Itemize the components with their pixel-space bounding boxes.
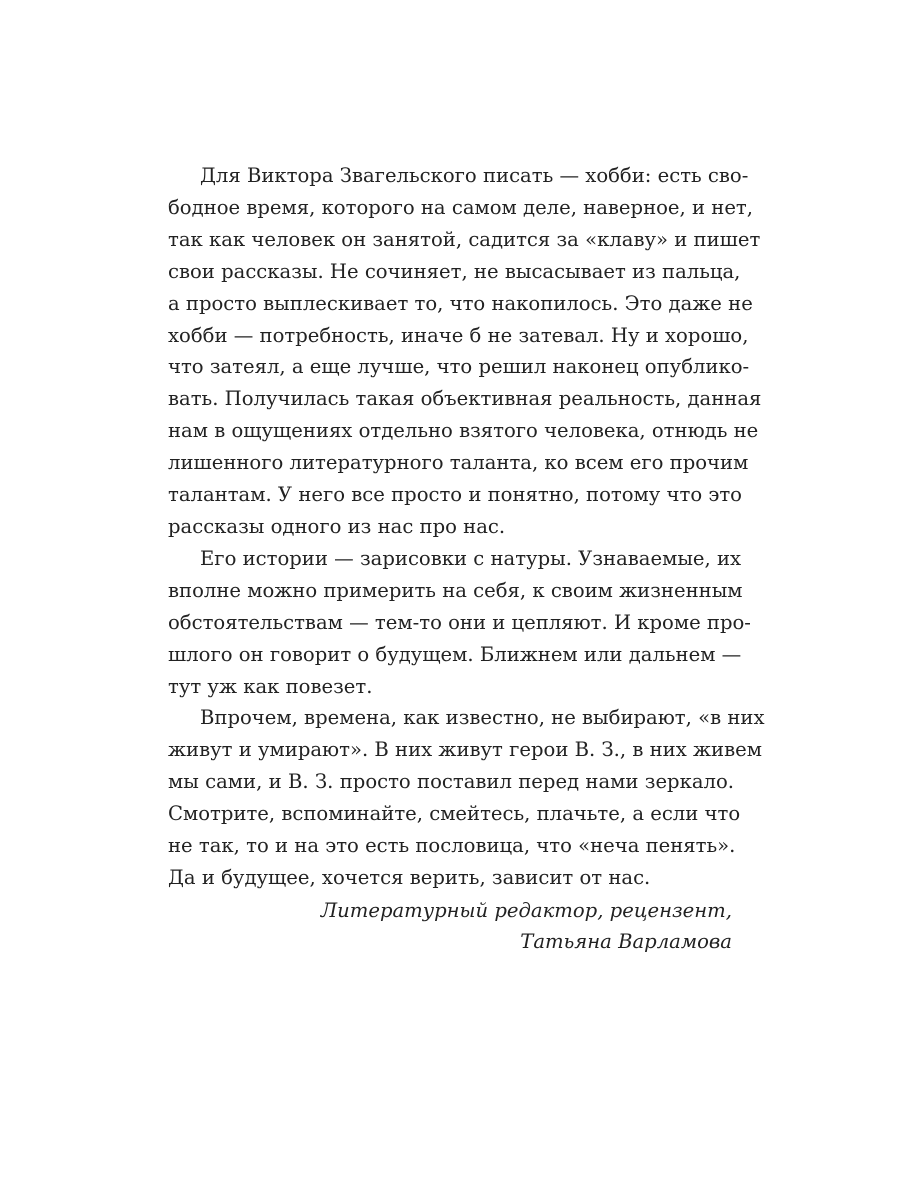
signature-role: Литературный редактор, рецензент,: [320, 899, 732, 922]
text-line: что затеял, а еще лучше, что решил наконец опублико-: [168, 355, 750, 379]
text-line: лишенного литературного таланта, ко всем его прочим: [168, 451, 749, 475]
text-line: вать. Получилась такая объективная реальность, данная: [168, 387, 762, 411]
signature-name: Татьяна Варламова: [520, 930, 732, 953]
text-line: нам в ощущениях отдельно взятого человека, отнюдь не: [168, 419, 759, 443]
text-line: вполне можно примерить на себя, к своим жизненным: [168, 578, 743, 602]
text-line: так как человек он занятой, садится за «клаву» и пишет: [168, 227, 761, 251]
text-line: Смотрите, вспоминайте, смейтесь, плачьте, а если что: [168, 802, 741, 826]
text-line: обстоятельствам — тем-то они и цепляют. И кроме про-: [168, 610, 751, 634]
text-line: бодное время, которого на самом деле, наверное, и нет,: [168, 195, 753, 219]
text-line: Впрочем, времена, как известно, не выбирают, «в них: [200, 706, 765, 730]
text-line: а просто выплескивает то, что накопилось. Это даже не: [168, 291, 753, 315]
paragraph-2: [168, 543, 751, 703]
text-line: живут и умирают». В них живут герои В. З., в них живем: [168, 738, 762, 762]
text-line: талантам. У него все просто и понятно, потому что это: [168, 483, 742, 507]
text-line: рассказы одного из нас про нас.: [168, 514, 506, 538]
text-line: свои рассказы. Не сочиняет, не высасывает из пальца,: [168, 259, 741, 283]
text-line: мы сами, и В. З. просто поставил перед нами зеркало.: [168, 770, 734, 794]
paragraph-3: [168, 702, 765, 893]
main-text: [168, 160, 765, 894]
text-line: Для Виктора Звагельского писать — хобби: есть сво-: [200, 164, 749, 187]
text-line: тут уж как повезет.: [168, 674, 373, 698]
signature: [300, 895, 732, 957]
text-line: Его истории — зарисовки с натуры. Узнаваемые, их: [200, 546, 742, 570]
text-line: не так, то и на это есть пословица, что «неча пенять».: [168, 834, 736, 858]
text-line: Да и будущее, хочется верить, зависит от нас.: [168, 865, 651, 889]
text-line: хобби — потребность, иначе б не затевал. Ну и хорошо,: [168, 323, 749, 347]
text-line: шлого он говорит о будущем. Ближнем или дальнем —: [168, 642, 742, 666]
paragraph-1: [168, 160, 762, 543]
